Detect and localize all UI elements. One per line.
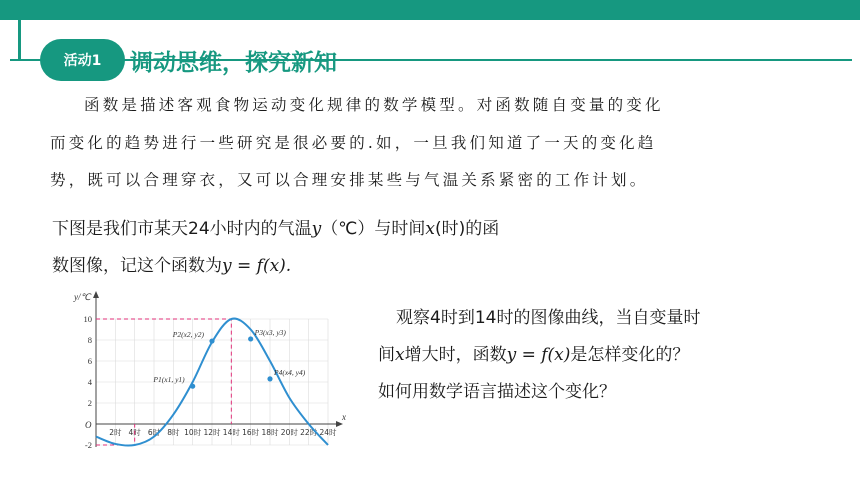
data-point-3 <box>248 336 253 341</box>
intro-line-3: 势，既可以合理穿衣，又可以合理安排某些与气温关系紧密的工作计划。 <box>50 171 649 189</box>
point-label-4: P4(x4, y4) <box>274 367 306 377</box>
data-point-4 <box>267 376 272 381</box>
x-tick-label: 24时 <box>319 428 337 437</box>
intro-line-1: 函数是描述客观食物运动变化规律的数学模型。对函数随自变量的变化 <box>84 96 664 114</box>
intro-line-2: 而变化的趋势进行一些研究是很必要的.如，一旦我们知道了一天的变化趋 <box>50 133 657 152</box>
y-tick-label: 8 <box>87 335 92 345</box>
x-tick-label: 4时 <box>128 428 141 437</box>
x-tick-label: 14时 <box>222 428 240 437</box>
temperature-chart-svg <box>58 287 348 459</box>
activity-badge: 活动1 <box>40 39 125 81</box>
x-tick-label: 8时 <box>167 428 180 437</box>
y-tick-label: 2 <box>87 398 92 408</box>
description-line-2 <box>52 248 652 285</box>
max-guide-line <box>96 319 231 424</box>
question-block <box>378 300 818 411</box>
point-label-2: P2(x2, y2) <box>172 330 204 340</box>
y-tick-label: 6 <box>87 356 92 366</box>
function-formula: y = f(x). <box>222 256 292 276</box>
variable-y: y <box>311 219 322 239</box>
question-variable-x: x <box>395 345 405 365</box>
y-tick-label: 4 <box>87 377 92 387</box>
question-formula: y = f(x) <box>506 345 571 365</box>
x-tick-label: 22时 <box>300 428 318 437</box>
data-point-2 <box>209 338 214 343</box>
question-line-3: 如何用数学语言描述这个变化？ <box>378 382 616 402</box>
data-point-1 <box>190 384 195 389</box>
description-line-1 <box>52 211 652 248</box>
question-text-c: 是怎样变化的？ <box>570 345 690 365</box>
variable-x: x <box>425 219 435 239</box>
top-banner <box>0 0 860 20</box>
temperature-chart <box>58 287 348 459</box>
y-tick-label: -2 <box>84 440 92 450</box>
x-tick-label: 6时 <box>147 428 161 437</box>
question-line-2 <box>378 337 818 374</box>
question-text-b: 增大时，函数 <box>404 345 507 365</box>
x-tick-label: 18时 <box>261 428 279 437</box>
question-text-a: 间 <box>378 345 395 365</box>
x-tick-label: 2时 <box>109 428 122 437</box>
description-text-d: 数图像，记这个函数为 <box>52 256 222 276</box>
graph-description <box>52 211 652 285</box>
description-text-c: (时)的函 <box>434 219 500 239</box>
x-tick-label: 12时 <box>203 428 221 437</box>
section-title: 调动思维，探究新知 <box>130 50 337 76</box>
y-axis-arrow <box>93 291 99 298</box>
y-axis-label: y/℃ <box>74 292 91 302</box>
x-tick-label: 20时 <box>280 428 298 437</box>
description-text-b: （℃）与时间 <box>321 219 426 239</box>
x-axis-label: x <box>342 412 346 422</box>
intro-paragraph <box>50 87 762 200</box>
question-line-1: 观察4时到14时的图像曲线，当自变量时 <box>396 308 701 328</box>
x-tick-label: 16时 <box>242 428 260 437</box>
point-label-1: P1(x1, y1) <box>153 375 185 385</box>
description-text-a: 下图是我们市某天24小时内的气温 <box>52 219 312 239</box>
point-label-3: P3(x3, y3) <box>254 327 286 337</box>
x-tick-label: 10时 <box>184 428 202 437</box>
y-tick-label: 10 <box>83 314 92 324</box>
origin-label: O <box>85 420 92 430</box>
header-accent-bar <box>18 20 21 59</box>
